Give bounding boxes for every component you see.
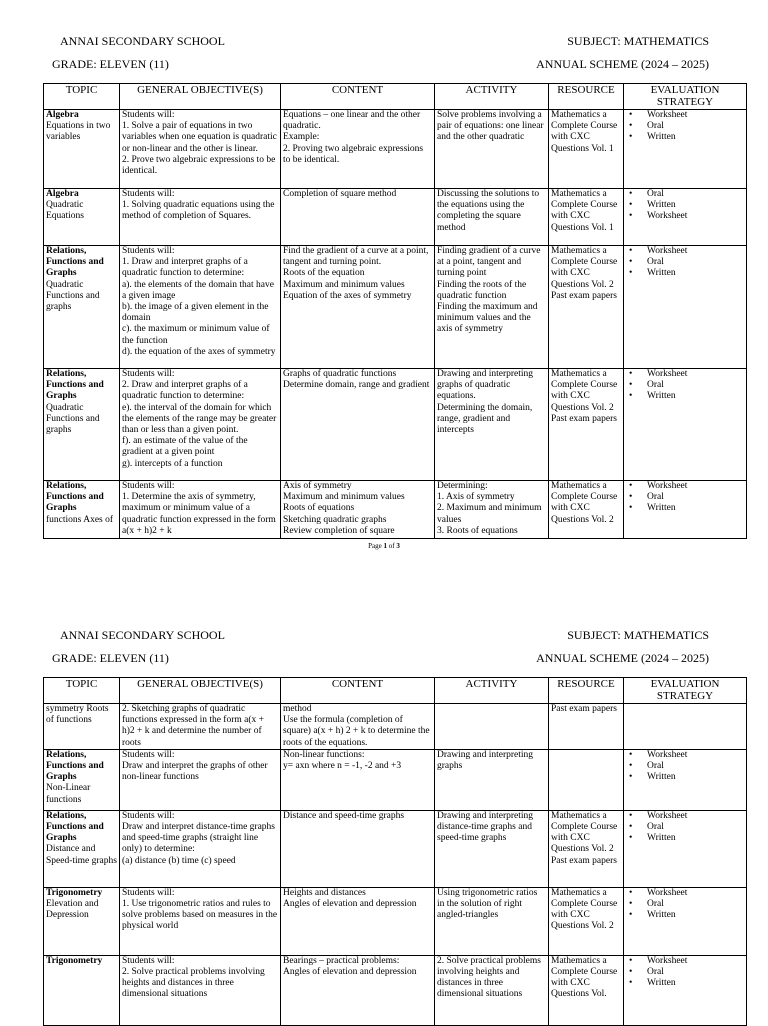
evaluation-list [626,110,744,144]
content-line: Use the formula (completion of square) a(x + h) 2 + k to determine the roots of the equations. [283,715,430,748]
evaluation-cell [624,110,747,189]
school-name: ANNAI SECONDARY SCHOOL [60,628,225,642]
evaluation-item: • Worksheet [626,481,744,492]
objective-line: g). intercepts of a function [122,458,223,469]
content-line: Axis of symmetry [283,481,352,491]
scheme-table-page-2 [43,677,747,1026]
column-header-resource: RESOURCE [549,678,624,704]
resource-line: Past exam papers [551,855,617,866]
content-cell [281,887,435,955]
topic-subtitle: functions Axes of [46,514,114,525]
activity-line: Drawing and interpreting graphs of quadratic equations. [437,369,534,402]
objective-line: e). the interval of the domain for which the elements of the range may be greater than or less than a given point. [122,402,277,436]
evaluation-item: • Oral [626,967,744,978]
resource-cell [549,749,624,810]
topic-title: Relations, Functions and Graphs [46,369,104,402]
objective-line: a). the elements of the domain that have a given image [122,279,274,301]
content-line: Completion of square method [283,189,397,199]
activity-line: 3. Roots of equations [437,525,518,536]
activity-line: Drawing and interpreting distance-time graphs and speed-time graphs [437,810,534,844]
table-row [44,704,747,750]
content-cell [281,481,435,539]
evaluation-cell [624,481,747,539]
objective-line: (a) distance (b) time (c) speed [122,855,236,866]
content-line: Equation of the axes of symmetry [283,290,412,301]
table-row [44,955,747,1025]
evaluation-item: • Oral [626,899,744,910]
table-row [44,887,747,955]
content-cell [281,810,435,887]
content-cell [281,704,435,750]
evaluation-item: • Worksheet [626,369,744,380]
evaluation-list [626,246,744,280]
resource-cell [549,246,624,369]
objective-cell [120,810,281,887]
content-line: 2. Proving two algebraic expressions to be identical. [283,143,424,165]
evaluation-item: • Oral [626,189,744,200]
table-row [44,246,747,369]
topic-subtitle: symmetry Roots of functions [46,704,109,726]
resource-line: Past exam papers [551,413,617,424]
evaluation-item: • Oral [626,822,744,833]
objective-line: Draw and interpret the graphs of other non-linear functions [122,761,268,783]
content-cell [281,110,435,189]
topic-cell [44,887,120,955]
topic-title: Relations, Functions and Graphs [46,810,104,844]
objective-line: Students will: [122,955,175,966]
topic-cell [44,110,120,189]
resource-line: Mathematics a Complete Course with CXC Questions Vol. 2 [551,369,618,413]
topic-subtitle: Elevation and Depression [46,899,99,921]
activity-line: Finding the roots of the quadratic function [437,279,527,301]
resource-cell [549,887,624,955]
topic-subtitle: Quadratic Functions and graphs [46,279,100,313]
activity-cell [435,246,549,369]
evaluation-item: • Written [626,268,744,279]
evaluation-list [626,369,744,403]
column-header-topic: TOPIC [44,84,120,110]
column-header-evaluation: EVALUATION STRATEGY [624,678,747,704]
table-row [44,110,747,189]
content-line: Determine domain, range and gradient [283,380,430,391]
resource-cell [549,481,624,539]
objective-line: 2. Sketching graphs of quadratic functions expressed in the form a(x + h)2 + k and determine the number of roots [122,704,265,748]
school-name: ANNAI SECONDARY SCHOOL [60,34,225,48]
activity-line: Finding the maximum and minimum values and the axis of symmetry [437,302,538,335]
annual-scheme-label: ANNUAL SCHEME (2024 – 2025) [536,651,709,665]
evaluation-item: • Oral [626,257,744,268]
topic-title: Algebra [46,110,79,120]
activity-cell [435,481,549,539]
evaluation-item: • Written [626,910,744,921]
resource-cell [549,810,624,887]
objective-cell [120,369,281,481]
objective-line: 1. Solving quadratic equations using the method of completion of Squares. [122,200,275,222]
objective-cell [120,246,281,369]
table-row [44,481,747,539]
content-line: method [283,704,312,714]
topic-cell [44,955,120,1025]
resource-cell [549,369,624,481]
content-line: y= axn where n = -1, -2 and +3 [283,761,402,772]
evaluation-item: • Written [626,200,744,211]
evaluation-item: • Worksheet [626,246,744,257]
objective-line: Students will: [122,110,175,120]
content-cell [281,369,435,481]
page-footer: Page 1 of 3 [368,542,400,550]
evaluation-cell [624,189,747,246]
topic-cell [44,749,120,810]
objective-line: 1. Solve a pair of equations in two variables when one equation is quadratic or non-linear and the other is linear. [122,121,277,154]
objective-line: 2. Draw and interpret graphs of a quadratic function to determine: [122,380,248,402]
topic-subtitle: Quadratic Equations [46,200,84,222]
content-line: Sketching quadratic graphs [283,514,387,525]
topic-title: Relations, Functions and Graphs [46,481,104,514]
topic-title: Trigonometry [46,955,103,966]
objective-line: 1. Determine the axis of symmetry, maximum or minimum value of a quadratic function expressed in the form a(x + h)2 + k [122,492,276,536]
subject-label: SUBJECT: MATHEMATICS [567,628,709,642]
activity-cell [435,189,549,246]
content-cell [281,246,435,369]
content-line: Equations – one linear and the other quadratic. [283,110,421,132]
content-line: Angles of elevation and depression [283,899,417,910]
evaluation-list [626,956,744,990]
resource-line: Mathematics a Complete Course with CXC Questions Vol. 2 [551,810,618,855]
grade-label: GRADE: ELEVEN (11) [52,57,169,71]
evaluation-cell [624,704,747,750]
activity-cell [435,955,549,1025]
content-line: Non-linear functions: [283,749,365,760]
evaluation-list [626,811,744,845]
content-line: Review completion of square [283,525,395,536]
column-header-activity: ACTIVITY [435,678,549,704]
content-line: Roots of the equation [283,268,365,279]
evaluation-item: • Worksheet [626,211,744,222]
activity-line: Discussing the solutions to the equations using the completing the square method [437,189,540,233]
annual-scheme-label: ANNUAL SCHEME (2024 – 2025) [536,57,709,71]
activity-cell [435,887,549,955]
activity-cell [435,110,549,189]
objective-cell [120,955,281,1025]
column-header-resource: RESOURCE [549,84,624,110]
objective-line: Students will: [122,887,175,898]
content-line: Graphs of quadratic functions [283,369,397,379]
resource-line: Past exam papers [551,704,617,714]
resource-line: Mathematics a Complete Course with CXC Questions Vol. 1 [551,189,618,233]
resource-line: Mathematics a Complete Course with CXC Questions Vol. 2 [551,246,618,290]
content-line: Find the gradient of a curve at a point, tangent and turning point. [283,246,429,268]
activity-line: Determining: [437,481,488,491]
grade-label: GRADE: ELEVEN (11) [52,651,169,665]
content-line: Bearings – practical problems: [283,955,400,966]
activity-line: Using trigonometric ratios in the solution of right angled-triangles [437,887,538,921]
subject-label: SUBJECT: MATHEMATICS [567,34,709,48]
objective-line: Students will: [122,810,175,821]
column-header-objectives: GENERAL OBJECTIVE(S) [120,678,281,704]
resource-line: Mathematics a Complete Course with CXC Questions Vol. 1 [551,110,618,154]
topic-title: Relations, Functions and Graphs [46,749,104,783]
topic-cell [44,704,120,750]
topic-title: Algebra [46,189,79,199]
content-line: Example: [283,132,320,143]
topic-cell [44,189,120,246]
objective-line: Students will: [122,189,175,199]
column-header-content: CONTENT [281,678,435,704]
objective-line: b). the image of a given element in the domain [122,302,269,324]
resource-cell [549,189,624,246]
objective-cell [120,110,281,189]
objective-line: Students will: [122,481,175,491]
evaluation-item: • Written [626,978,744,989]
objective-cell [120,704,281,750]
activity-line: 2. Maximum and minimum values [437,503,542,525]
evaluation-item: • Written [626,772,744,783]
column-header-evaluation: EVALUATION STRATEGY [624,84,747,110]
evaluation-item: • Worksheet [626,888,744,899]
topic-title: Trigonometry [46,887,103,898]
content-cell [281,955,435,1025]
evaluation-item: • Worksheet [626,750,744,761]
objective-line: c). the maximum or minimum value of the function [122,324,270,346]
resource-line: Past exam papers [551,290,617,301]
content-line: Maximum and minimum values [283,492,405,503]
table-row [44,189,747,246]
activity-cell [435,749,549,810]
evaluation-cell [624,887,747,955]
topic-cell [44,810,120,887]
objective-line: Students will: [122,369,175,379]
activity-line: Determining the domain, range, gradient and intercepts [437,402,533,436]
evaluation-cell [624,749,747,810]
objective-cell [120,887,281,955]
topic-cell [44,481,120,539]
content-line: Distance and speed-time graphs [283,810,405,821]
activity-line: Drawing and interpreting graphs [437,749,534,772]
topic-subtitle: Equations in two variables [46,121,111,143]
topic-title: Relations, Functions and Graphs [46,246,104,279]
resource-line: Mathematics a Complete Course with CXC Questions Vol. [551,955,618,1000]
activity-cell [435,369,549,481]
objective-line: Draw and interpret distance-time graphs and speed-time graphs (straight line only) to determine: [122,822,275,855]
evaluation-cell [624,246,747,369]
objective-line: d). the equation of the axes of symmetry [122,346,276,357]
objective-cell [120,749,281,810]
objective-line: 2. Prove two algebraic expressions to be identical. [122,154,276,177]
evaluation-list [626,750,744,784]
topic-subtitle: Non-Linear functions [46,783,91,805]
evaluation-list [626,189,744,223]
activity-cell [435,810,549,887]
evaluation-list [626,481,744,515]
content-line: Angles of elevation and depression [283,967,417,978]
resource-cell [549,110,624,189]
activity-cell [435,704,549,750]
activity-line: 1. Axis of symmetry [437,492,515,503]
scheme-table-page-1 [43,83,747,539]
evaluation-item: • Written [626,833,744,844]
evaluation-item: • Oral [626,380,744,391]
content-line: Roots of equations [283,503,355,514]
evaluation-cell [624,955,747,1025]
objective-line: 1. Draw and interpret graphs of a quadratic function to determine: [122,257,248,279]
evaluation-item: • Worksheet [626,956,744,967]
table-row [44,369,747,481]
column-header-activity: ACTIVITY [435,84,549,110]
objective-line: 1. Use trigonometric ratios and rules to solve problems based on measures in the physical world [122,899,278,932]
objective-line: Students will: [122,749,175,760]
evaluation-item: • Oral [626,761,744,772]
column-header-topic: TOPIC [44,678,120,704]
evaluation-item: • Oral [626,492,744,503]
content-line: Heights and distances [283,887,366,898]
content-cell [281,749,435,810]
evaluation-item: • Worksheet [626,110,744,121]
objective-line: f). an estimate of the value of the gradient at a given point [122,436,248,458]
resource-cell [549,955,624,1025]
resource-line: Mathematics a Complete Course with CXC Questions Vol. 2 [551,481,618,525]
content-line: Maximum and minimum values [283,279,405,290]
resource-cell [549,704,624,750]
objective-cell [120,189,281,246]
evaluation-item: • Oral [626,121,744,132]
resource-line: Mathematics a Complete Course with CXC Questions Vol. 2 [551,887,618,932]
content-cell [281,189,435,246]
topic-subtitle: Quadratic Functions and graphs [46,402,100,436]
evaluation-item: • Written [626,391,744,402]
evaluation-item: • Worksheet [626,811,744,822]
topic-cell [44,369,120,481]
objective-line: Students will: [122,246,175,256]
column-header-content: CONTENT [281,84,435,110]
activity-line: 2. Solve practical problems involving heights and distances in three dimensional situations [437,955,541,1000]
evaluation-cell [624,810,747,887]
topic-cell [44,246,120,369]
table-row [44,749,747,810]
activity-line: Solve problems involving a pair of equations: one linear and the other quadratic [437,110,544,143]
evaluation-cell [624,369,747,481]
evaluation-list [626,888,744,922]
objective-cell [120,481,281,539]
activity-line: Finding gradient of a curve at a point, tangent and turning point [437,246,541,279]
column-header-objectives: GENERAL OBJECTIVE(S) [120,84,281,110]
topic-subtitle: Distance and Speed-time graphs [46,844,117,866]
evaluation-item: • Written [626,132,744,143]
objective-line: 2. Solve practical problems involving heights and distances in three dimensional situations [122,967,265,1000]
evaluation-item: • Written [626,503,744,514]
table-row [44,810,747,887]
